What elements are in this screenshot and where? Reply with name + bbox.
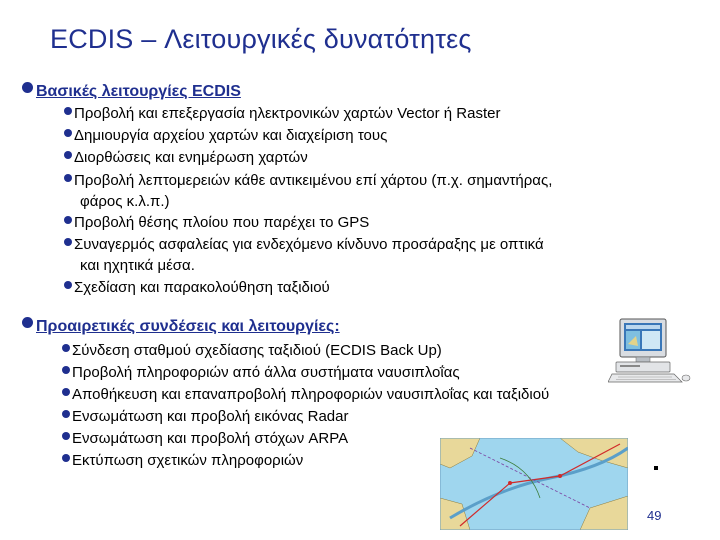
list-item-text: Προβολή πληροφοριών από άλλα συστήματα ναυσιπλοΐας: [72, 364, 460, 381]
bullet-icon: [62, 454, 70, 462]
section-heading-optional-text: Προαιρετικές συνδέσεις και λειτουργίες:: [36, 318, 340, 335]
list-item-text: Ενσωμάτωση και προβολή στόχων ARPA: [72, 430, 349, 447]
decorative-dot: [654, 466, 658, 470]
list-item: [62, 430, 348, 447]
list-item-text: Συναγερμός ασφαλείας για ενδεχόμενο κίνδυνο προσάραξης με οπτικά: [74, 236, 544, 253]
list-item-text: Εκτύπωση σχετικών πληροφοριών: [72, 452, 304, 469]
bullet-icon: [64, 174, 72, 182]
page-number: 49: [647, 508, 662, 523]
section-heading-basic: [22, 83, 241, 101]
list-item: [64, 214, 369, 231]
bullet-icon: [64, 151, 72, 159]
bullet-icon: [62, 344, 70, 352]
bullet-icon: [64, 281, 72, 289]
section-heading-basic-text: Βασικές λειτουργίες ECDIS: [36, 83, 241, 100]
bullet-icon: [62, 388, 70, 396]
list-item: [64, 236, 544, 253]
list-item: [64, 105, 500, 122]
bullet-icon: [64, 216, 72, 224]
bullet-icon: [22, 82, 33, 93]
bullet-icon: [62, 432, 70, 440]
list-item-continuation: και ηχητικά μέσα.: [80, 257, 195, 274]
bullet-icon: [62, 410, 70, 418]
list-item: [62, 342, 442, 359]
list-item: [64, 149, 308, 166]
bullet-icon: [64, 107, 72, 115]
list-item: [62, 452, 303, 469]
list-item-text: Ενσωμάτωση και προβολή εικόνας Radar: [72, 408, 349, 425]
slide-title: ECDIS – Λειτουργικές δυνατότητες: [50, 24, 472, 54]
list-item: [62, 408, 349, 425]
list-item-text: Προβολή λεπτομερειών κάθε αντικειμένου επί χάρτου (π.χ. σημαντήρας,: [74, 172, 553, 189]
list-item-text: Προβολή και επεξεργασία ηλεκτρονικών χαρτών Vector ή Raster: [74, 105, 501, 122]
bullet-icon: [22, 317, 33, 328]
list-item-text: Σύνδεση σταθμού σχεδίασης ταξιδιού (ECDIS Back Up): [72, 342, 442, 359]
list-item-continuation: φάρος κ.λ.π.): [80, 193, 170, 210]
list-item: [62, 364, 460, 381]
bullet-icon: [64, 129, 72, 137]
computer-icon: [608, 318, 692, 384]
list-item-text: Προβολή θέσης πλοίου που παρέχει το GPS: [74, 214, 370, 231]
section-heading-optional: [22, 318, 340, 336]
list-item-text: Σχεδίαση και παρακολούθηση ταξιδιού: [74, 279, 330, 296]
bullet-icon: [64, 238, 72, 246]
list-item: [64, 127, 387, 144]
list-item-text: Διορθώσεις και ενημέρωση χαρτών: [74, 149, 308, 166]
list-item-text: Δημιουργία αρχείου χαρτών και διαχείριση τους: [74, 127, 388, 144]
list-item: [64, 279, 330, 296]
ecdis-chart-image: [440, 438, 628, 530]
list-item: [62, 386, 549, 403]
bullet-icon: [62, 366, 70, 374]
list-item-text: Αποθήκευση και επαναπροβολή πληροφοριών ναυσιπλοΐας και ταξιδιού: [72, 386, 550, 403]
list-item: [64, 172, 552, 189]
